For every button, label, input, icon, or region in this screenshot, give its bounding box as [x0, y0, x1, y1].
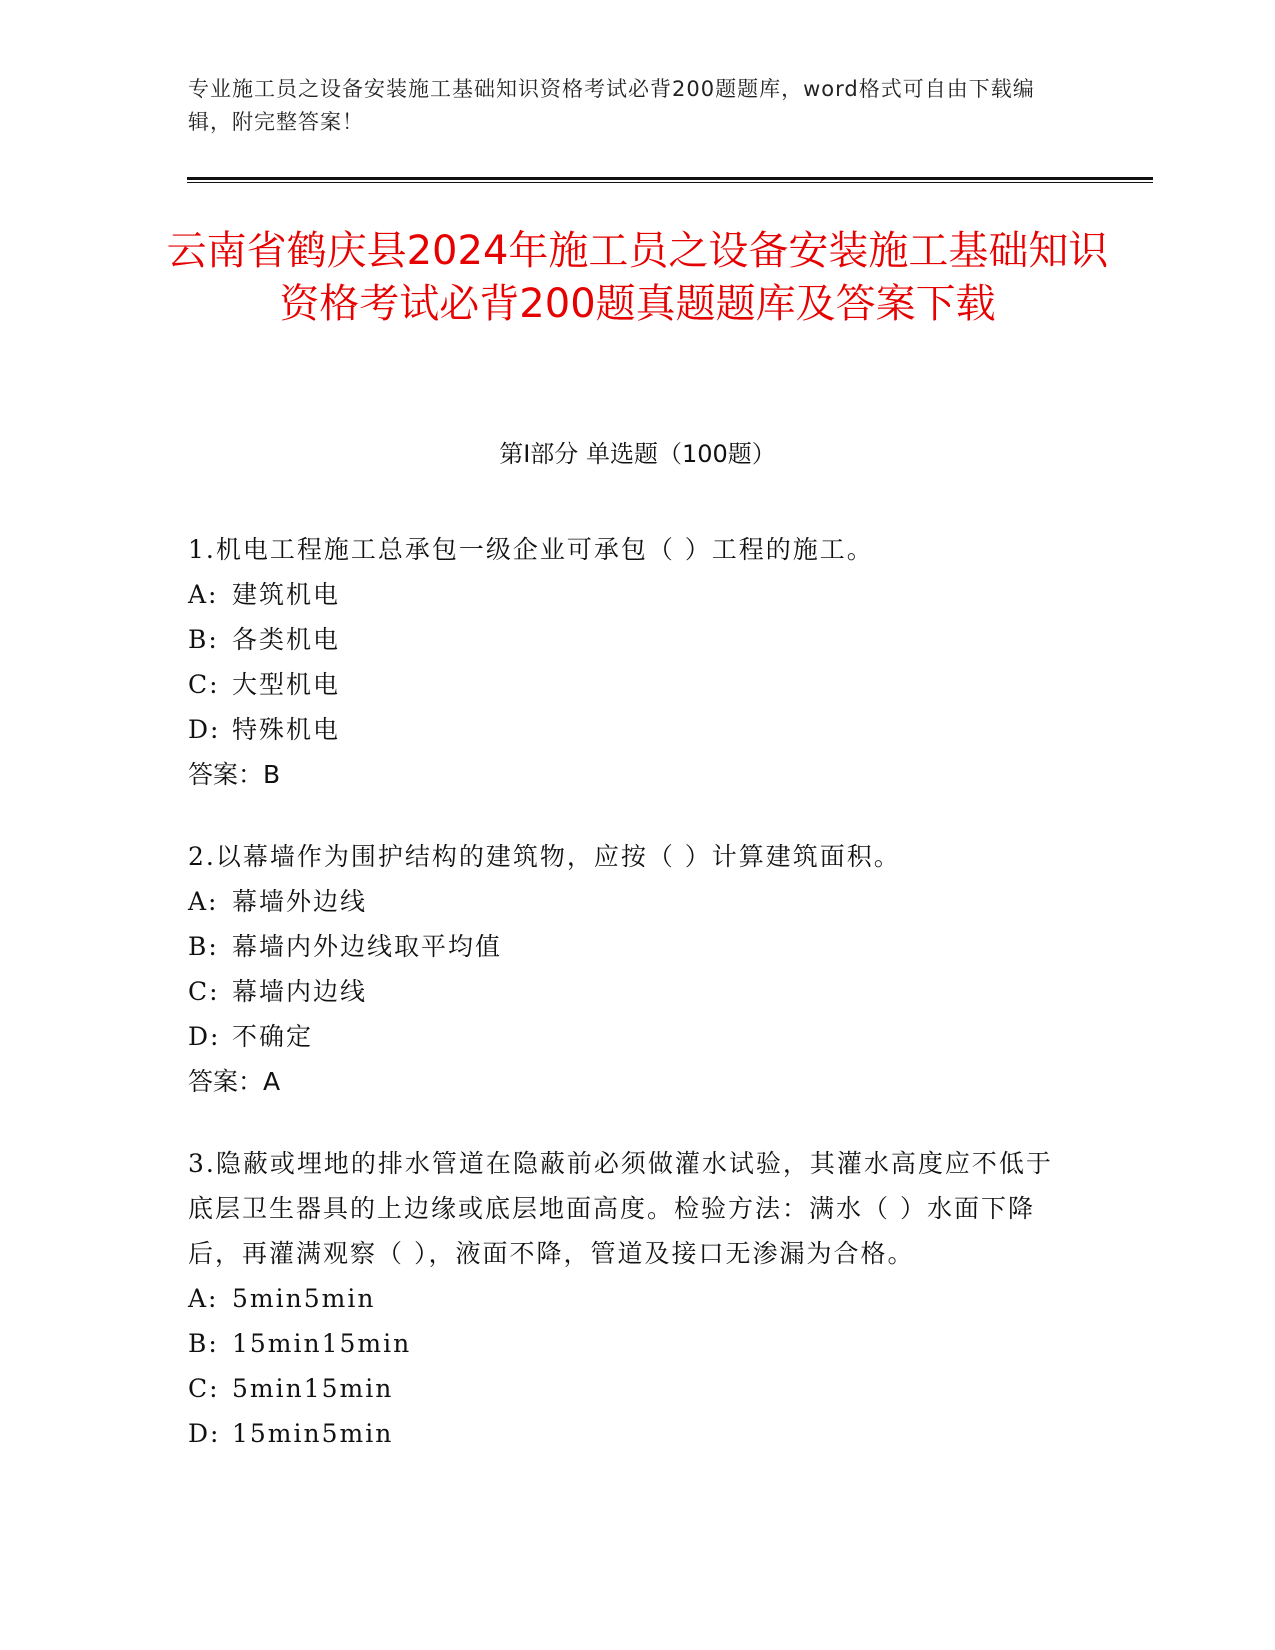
question-stem: 2.以幕墙作为围护结构的建筑物，应按（ ）计算建筑面积。: [188, 842, 901, 871]
option-a: [188, 1276, 1078, 1321]
option-text: 建筑机电: [232, 580, 341, 609]
option-key: A:: [188, 1284, 219, 1313]
question-stem: 1.机电工程施工总承包一级企业可承包（ ）工程的施工。: [188, 535, 874, 564]
option-b: [188, 617, 1078, 662]
option-text: 15min5min: [232, 1419, 394, 1448]
option-c: [188, 1366, 1078, 1411]
option-text: 幕墙外边线: [232, 887, 368, 916]
document-title: 云南省鹤庆县2024年施工员之设备安装施工基础知识资格考试必背200题真题题库及答案下载: [166, 228, 1109, 327]
option-key: A:: [188, 580, 219, 609]
question-list: [188, 527, 1078, 1493]
option-key: A:: [188, 887, 219, 916]
option-text: 幕墙内边线: [232, 977, 368, 1006]
question-answer: 答案：A: [188, 1067, 281, 1096]
header-divider-thick: [187, 177, 1153, 180]
option-key: C:: [188, 670, 220, 699]
header-note: 专业施工员之设备安装施工基础知识资格考试必背200题题库，word格式可自由下载编辑，附完整答案！: [188, 77, 1035, 134]
section-title: 第I部分 单选题（100题）: [499, 440, 776, 468]
option-key: D:: [188, 715, 221, 744]
option-text: 15min15min: [232, 1329, 412, 1358]
option-text: 特殊机电: [232, 715, 341, 744]
option-text: 各类机电: [232, 625, 341, 654]
option-c: [188, 969, 1078, 1014]
option-key: C:: [188, 977, 220, 1006]
option-key: B:: [188, 932, 219, 961]
option-a: [188, 879, 1078, 924]
option-text: 幕墙内外边线取平均值: [232, 932, 503, 961]
option-d: [188, 1411, 1078, 1456]
option-d: [188, 1014, 1078, 1059]
option-d: [188, 707, 1078, 752]
question-stem: 3.隐蔽或埋地的排水管道在隐蔽前必须做灌水试验，其灌水高度应不低于底层卫生器具的上边缘或底层地面高度。检验方法：满水（ ）水面下降后，再灌满观察（ ），液面不降，管道及接口无渗漏为合格。: [188, 1149, 1053, 1268]
option-key: C:: [188, 1374, 220, 1403]
option-b: [188, 924, 1078, 969]
option-key: B:: [188, 625, 219, 654]
option-key: D:: [188, 1419, 221, 1448]
question-2: [188, 834, 1078, 1104]
option-b: [188, 1321, 1078, 1366]
header-divider-thin: [187, 182, 1153, 183]
option-c: [188, 662, 1078, 707]
option-text: 5min15min: [232, 1374, 394, 1403]
question-answer: 答案：B: [188, 760, 281, 789]
option-text: 5min5min: [232, 1284, 376, 1313]
option-a: [188, 572, 1078, 617]
option-text: 不确定: [232, 1022, 314, 1051]
option-text: 大型机电: [232, 670, 341, 699]
option-key: D:: [188, 1022, 221, 1051]
option-key: B:: [188, 1329, 219, 1358]
question-3: [188, 1141, 1078, 1456]
question-1: [188, 527, 1078, 797]
